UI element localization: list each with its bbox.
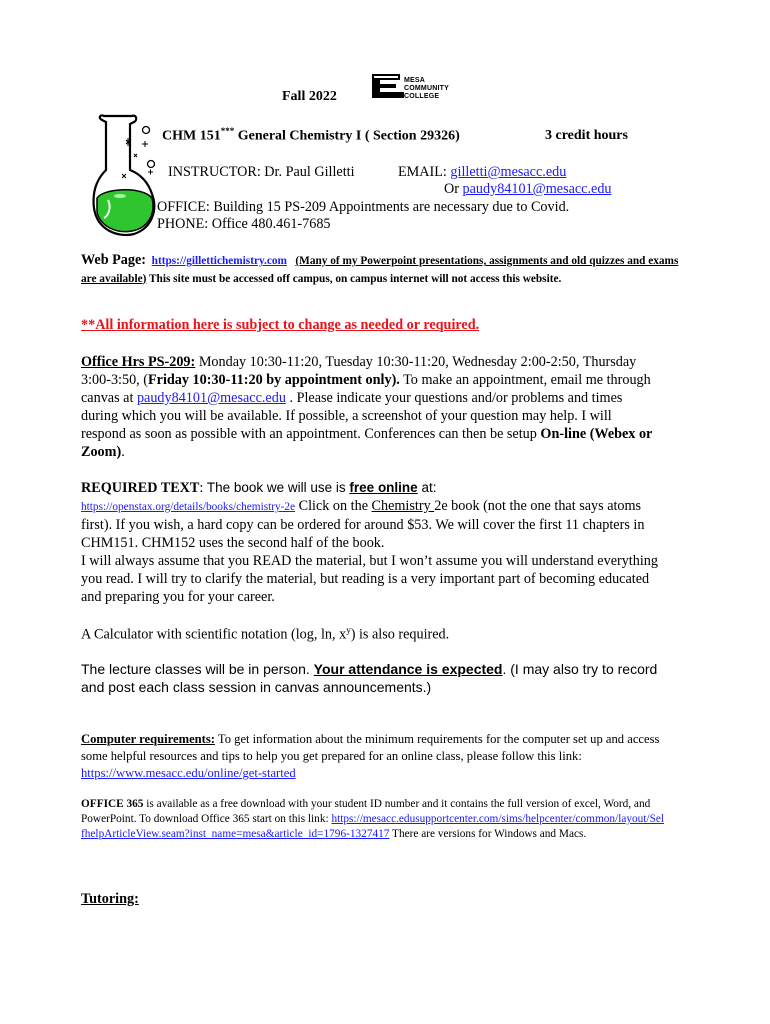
- calculator-sup: y: [346, 625, 351, 635]
- required-text-section: [81, 479, 666, 606]
- get-started-link[interactable]: https://www.mesacc.edu/online/get-started: [81, 766, 296, 780]
- change-notice: **All information here is subject to change as needed or required.: [81, 317, 480, 333]
- required-text-intro: The book we will use is: [203, 480, 350, 495]
- webpage-link[interactable]: https://gillettichemistry.com: [151, 255, 287, 267]
- office-hours-email-link[interactable]: paudy84101@mesacc.edu: [136, 390, 286, 406]
- lecture-note: [81, 660, 681, 696]
- office-hours-period: .: [121, 444, 125, 460]
- office-hours-section: [81, 353, 656, 461]
- calculator-text-2: ) is also required.: [350, 626, 450, 643]
- tutoring-heading: Tutoring:: [81, 891, 139, 907]
- course-sup: ***: [220, 126, 235, 136]
- logo-text: MESA COMMUNITY COLLEGE: [404, 77, 449, 100]
- college-logo: [370, 70, 470, 102]
- free-online: free online: [349, 480, 418, 495]
- friday-hours: Friday 10:30-11:20 by appointment only).: [148, 372, 400, 388]
- office-hours-text: Monday 10:30-11:20, Tuesday 10:30-11:20, Wednesday 2:00-2:50, Thursday 3:00-3:50, (: [81, 354, 637, 388]
- email-link-1[interactable]: gilletti@mesacc.edu: [450, 164, 567, 180]
- required-text-at: at:: [417, 480, 437, 495]
- lecture-text-2: . (I may also try to record and post each class session in canvas announcements.): [81, 661, 658, 695]
- webpage-rest: This site must be accessed off campus, on campus internet will not access this website.: [146, 272, 562, 285]
- webpage-label: Web Page:: [81, 252, 147, 268]
- computer-label: Computer requirements:: [81, 732, 215, 746]
- computer-requirements: [81, 731, 673, 782]
- required-text-colon: :: [199, 480, 204, 496]
- office-hours-label: Office Hrs PS-209:: [81, 354, 196, 370]
- calculator-note: [81, 625, 449, 644]
- email-or: Or: [444, 181, 463, 197]
- calculator-text: A Calculator with scientific notation (log, ln, x: [81, 626, 347, 643]
- lecture-text: The lecture classes will be in person.: [81, 661, 314, 677]
- course-code: CHM 151: [162, 128, 221, 144]
- online-conference: On-line (Webex or Zoom): [81, 426, 653, 460]
- course-line: [162, 126, 460, 145]
- office365-text-2: There are versions for Windows and Macs.: [389, 828, 587, 840]
- email-line: [398, 164, 566, 181]
- mesa-logo-icon: [370, 70, 406, 100]
- chemistry-word: Chemistry: [371, 498, 435, 514]
- email-label: EMAIL:: [398, 164, 451, 180]
- course-title: General Chemistry I ( Section 29326): [234, 128, 460, 144]
- read-material-text: I will always assume that you READ the material, but I won’t assume you will understand everything you read. I will try to clarify the material, but reading is a very important part of becoming educated and preparing you for your career.: [81, 553, 658, 605]
- attendance-expected: Your attendance is expected: [313, 661, 503, 677]
- openstax-link[interactable]: https://openstax.org/details/books/chemistry-2e: [81, 501, 296, 513]
- flask-illustration: [90, 108, 160, 243]
- instructor: INSTRUCTOR: Dr. Paul Gilletti: [168, 164, 355, 180]
- office-hours-text-3: . Please indicate your questions and/or problems and times during which you will be available. If possible, a screenshot of your question may help. I will respond as soon as possible with an appointment. Conferences can then be setup: [81, 390, 623, 442]
- required-text-click: Click on the: [295, 498, 372, 514]
- office-info: OFFICE: Building 15 PS-209 Appointments are necessary due to Covid.: [157, 199, 570, 215]
- office365-link[interactable]: https://mesacc.edusupportcenter.com/sims/helpcenter/common/layout/SelfhelpArticleView.seam?inst_name=mesa&article_id=1796-1327417: [81, 813, 665, 840]
- term-label: Fall 2022: [282, 89, 337, 104]
- required-text-label: REQUIRED TEXT: [81, 480, 200, 496]
- webpage-note: (Many of my Powerpoint presentations, assignments and old quizzes and exams are available): [81, 255, 679, 285]
- office365-section: [81, 797, 666, 842]
- required-text-details: 2e book (not the one that says atoms first). If you wish, a hard copy can be ordered for around $53. We will cover the first 11 chapters in CHM151. CHM152 uses the second half of the book.: [81, 498, 645, 551]
- office365-label: OFFICE 365: [81, 798, 144, 810]
- email-link-2[interactable]: paudy84101@mesacc.edu: [462, 181, 612, 197]
- credit-hours: 3 credit hours: [545, 128, 628, 143]
- computer-text: To get information about the minimum requirements for the computer set up and access some helpful resources and tips to help you get prepared for an online class, please follow this link:: [81, 732, 660, 763]
- office-hours-text-2: To make an appointment, email me through canvas at: [81, 372, 651, 406]
- office365-text: is available as a free download with your student ID number and it contains the full version of excel, Word, and PowerPoint. To download Office 365 start on this link:: [81, 798, 651, 825]
- email-line-2: [444, 181, 612, 198]
- flask-icon: [90, 108, 160, 243]
- webpage-section: [81, 252, 686, 288]
- phone-info: PHONE: Office 480.461-7685: [157, 216, 331, 232]
